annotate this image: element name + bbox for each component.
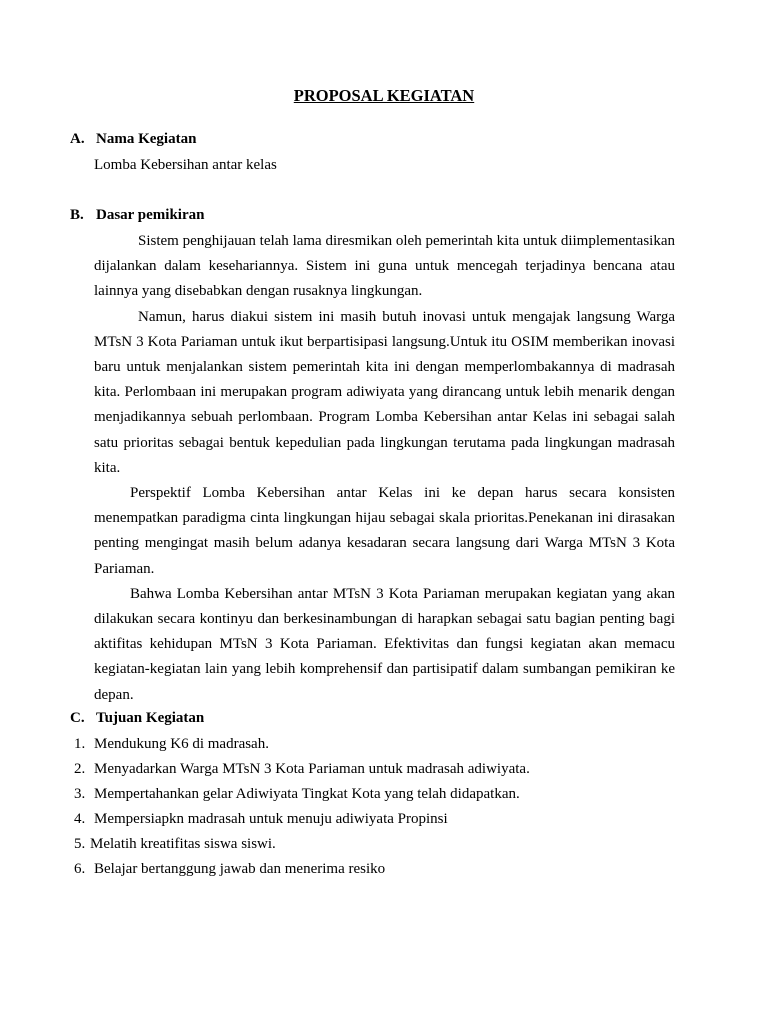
section-title: Nama Kegiatan	[96, 131, 197, 147]
list-item	[74, 807, 530, 832]
item-text: Belajar bertanggung jawab dan menerima resiko	[94, 861, 386, 877]
item-text: Mempersiapkn madrasah untuk menuju adiwiyata Propinsi	[94, 811, 448, 827]
section-title: Dasar pemikiran	[96, 207, 205, 223]
item-text: Melatih kreatifitas siswa siswi.	[90, 836, 276, 852]
item-number: 5.	[74, 836, 86, 852]
list-item	[74, 732, 530, 757]
rationale-body	[94, 229, 675, 708]
item-number: 4.	[74, 811, 86, 827]
item-text: Menyadarkan Warga MTsN 3 Kota Pariaman untuk madrasah adiwiyata.	[94, 761, 530, 777]
item-text: Mendukung K6 di madrasah.	[94, 736, 269, 752]
paragraph: Perspektif Lomba Kebersihan antar Kelas ini ke depan harus secara konsisten menempatkan paradigma cinta lingkungan hijau sebagai skala prioritas.Penekanan ini dirasakan penting mengingat masih belum adanya kesadaran secara langsung dari Warga MTsN 3 Kota Pariaman.	[94, 485, 675, 577]
section-letter: C.	[70, 710, 85, 726]
section-a-heading	[70, 131, 196, 148]
list-item	[74, 832, 530, 857]
section-b-heading	[70, 207, 204, 224]
document-title: PROPOSAL KEGIATAN	[293, 86, 475, 105]
item-number: 6.	[74, 861, 86, 877]
section-letter: A.	[70, 131, 85, 147]
section-letter: B.	[70, 207, 84, 223]
item-number: 2.	[74, 761, 86, 777]
list-item	[74, 757, 530, 782]
section-title: Tujuan Kegiatan	[96, 710, 205, 726]
list-item	[74, 782, 530, 807]
paragraph: Namun, harus diakui sistem ini masih butuh inovasi untuk mengajak langsung Warga MTsN 3 Kota Pariaman untuk ikut berpartisipasi langsung.Untuk itu OSIM memberikan inovasi baru untuk menjalankan sistem pemerintah kita ini dengan memperlombakannya di madrasah kita. Perlombaan ini merupakan program adiwiyata yang dirancang untuk lebih menarik dengan menjadikannya sebuah perlombaan. Program Lomba Kebersihan antar Kelas ini sebagai salah satu prioritas sebagai bentuk kepedulian pada lingkungan terutama pada lingkungan madrasah kita.	[94, 308, 675, 476]
item-text: Mempertahankan gelar Adiwiyata Tingkat Kota yang telah didapatkan.	[94, 786, 520, 802]
list-item	[74, 857, 530, 882]
section-c-heading	[70, 710, 204, 727]
objectives-list	[74, 732, 530, 882]
paragraph: Bahwa Lomba Kebersihan antar MTsN 3 Kota Pariaman merupakan kegiatan yang akan dilakukan secara kontinyu dan berkesinambungan di harapkan sebagai satu bagian penting bagi aktifitas kehidupan MTsN 3 Kota Pariaman. Efektivitas dan fungsi kegiatan akan memacu kegiatan-kegiatan lain yang lebih komprehensif dan partisipatif dalam sumbangan pemikiran ke depan.	[94, 585, 675, 703]
item-number: 1.	[74, 736, 86, 752]
activity-name: Lomba Kebersihan antar kelas	[94, 157, 277, 173]
item-number: 3.	[74, 786, 86, 802]
paragraph: Sistem penghijauan telah lama diresmikan oleh pemerintah kita untuk diimplementasikan dijalankan dalam kesehariannya. Sistem ini guna untuk mencegah terjadinya bencana atau lainnya yang disebabkan dengan rusaknya lingkungan.	[94, 233, 675, 300]
